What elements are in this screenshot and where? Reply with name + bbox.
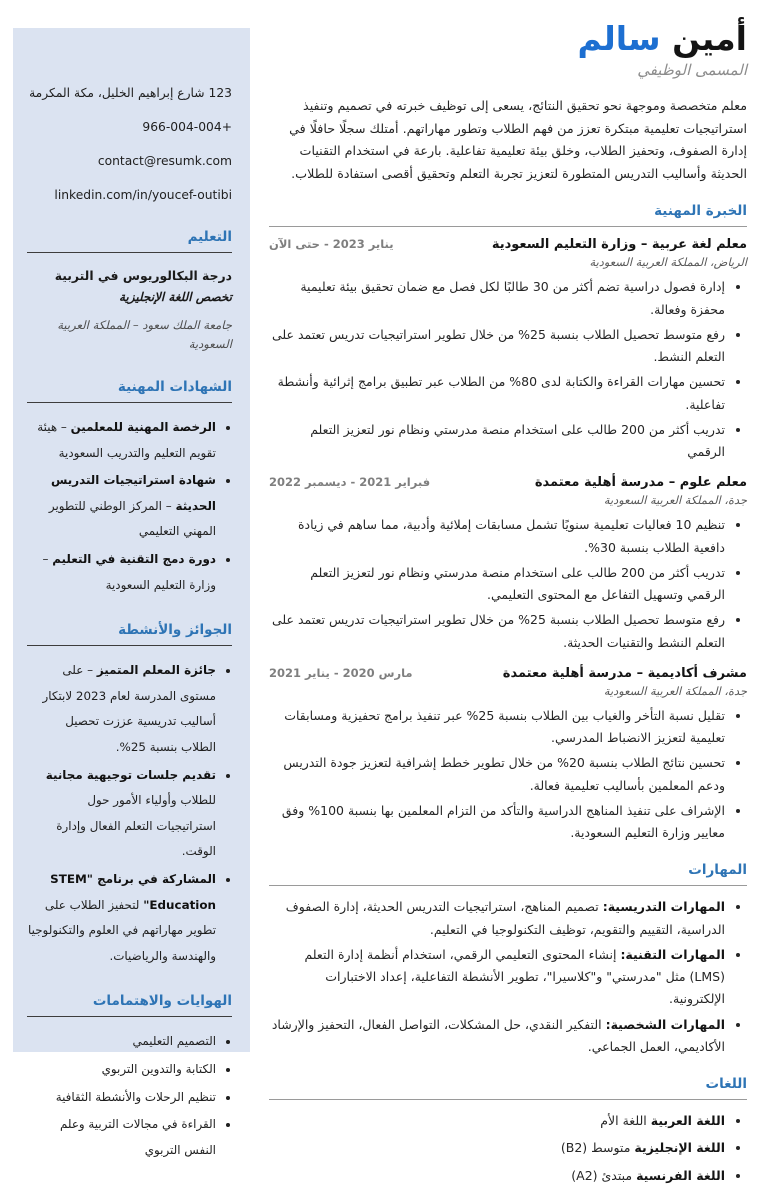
language-name: اللغة الفرنسية xyxy=(636,1167,725,1183)
contact-address: 123 شارع إبراهيم الخليل، مكة المكرمة xyxy=(29,86,232,100)
awards-list xyxy=(27,658,232,969)
skill-text: إنشاء المحتوى التعليمي الرقمي، استخدام أنظمة إدارة التعلم (LMS) مثل "مدرستي" و"كلاسيرا"، تطوير الأنشطة التفاعلية، إعداد الاختبارات الإلكترونية. xyxy=(304,946,725,1007)
certificates-section-title: الشهادات المهنية xyxy=(27,379,232,403)
award-name: جائزة المعلم المتميز xyxy=(96,663,216,678)
award-name: تقديم جلسات توجيهية مجانية xyxy=(45,767,216,782)
contact-linkedin: linkedin.com/in/youcef-outibi xyxy=(54,188,232,203)
certificates-list xyxy=(27,415,232,598)
certificate-item xyxy=(27,468,216,545)
job-header xyxy=(269,237,747,252)
job-location: جدة، المملكة العربية السعودية xyxy=(603,683,747,698)
skill-label: المهارات التدريسية: xyxy=(602,899,725,915)
job-bullets xyxy=(269,705,747,845)
hobby-item: • القراءة في مجالات التربية وعلم النفس التربوي xyxy=(27,1112,216,1163)
section-divider xyxy=(269,226,747,227)
job-bullet: • تحسين نتائج الطلاب بنسبة 20% من خلال تطوير خطط إشرافية لتعزيز جودة التدريس ودعم المعلمين بأساليب تعليمية فعالة. xyxy=(269,752,725,797)
profile-summary: معلم متخصصة وموجهة نحو تحقيق النتائج، يسعى إلى توظيف خبرته في تصميم وتنفيذ استراتيجيات تعليمية مبتكرة تعزز من فهم الطلاب وتطور مهاراتهم. أمتلك سجلًا حافلًا في إدارة الصفوف، وتحفيز الطلاب، وخلق بيئة تعليمية تفاعلية. بارعة في استخدام التقنيات الحديثة وأساليب التدريس المتطورة لتعزيز تجربة التعلم وتحقيق أقصى استفادة للطلاب. xyxy=(289,97,747,181)
contact-phone: +966-004-004 xyxy=(142,120,232,135)
certificate-issuer: – المركز الوطني للتطوير المهني التعليمي xyxy=(48,498,216,539)
job-title: معلم علوم – مدرسة أهلية معتمدة xyxy=(534,475,747,491)
hobby-item: • الكتابة والتدوين التربوي xyxy=(27,1057,216,1083)
award-item xyxy=(27,658,216,760)
job-bullet: • رفع متوسط تحصيل الطلاب بنسبة 25% من خلال تطوير استراتيجيات تدريس تعتمد على التعلم النشط والتقنيات الحديثة. xyxy=(269,609,725,654)
award-item xyxy=(27,763,216,865)
job-date: فبراير 2021 - ديسمبر 2022 xyxy=(269,475,431,490)
job-title: مشرف أكاديمية – مدرسة أهلية معتمدة xyxy=(502,665,747,681)
skills-section-title: المهارات xyxy=(688,862,747,879)
certificate-issuer: – وزارة التعليم السعودية xyxy=(42,552,216,592)
job-entry xyxy=(269,475,747,654)
candidate-first-name: أمين xyxy=(672,19,747,58)
main-content xyxy=(269,20,747,1192)
contact-email: contact@resumk.com xyxy=(97,154,232,169)
language-item xyxy=(269,1165,725,1187)
award-detail: للطلاب وأولياء الأمور حول استراتيجيات التعلم الفعال وإدارة الوقت. xyxy=(56,793,216,859)
certificate-item xyxy=(27,415,216,466)
skill-label: المهارات التقنية: xyxy=(620,946,725,962)
award-item xyxy=(27,867,216,969)
certificate-issuer: – هيئة تقويم التعليم والتدريب السعودية xyxy=(37,420,216,460)
job-bullet: • تدريب أكثر من 200 طالب على استخدام منصة مدرستي ونظام نور لتعزيز التعلم الرقمي xyxy=(269,419,725,464)
job-bullet: • رفع متوسط تحصيل الطلاب بنسبة 25% من خلال تطوير استراتيجيات تدريس تعتمد على التعلم النشط. xyxy=(269,324,725,369)
sidebar xyxy=(13,28,250,1157)
experience-section-title: الخبرة المهنية xyxy=(654,203,747,220)
job-header xyxy=(269,475,747,490)
certificate-name: شهادة استراتيجيات التدريس الحديثة xyxy=(50,473,216,513)
language-level: مبتدئ (A2) xyxy=(571,1167,637,1183)
job-bullet: • الإشراف على تنفيذ المناهج الدراسية والتأكد من التزام المعلمين بها بنسبة 100% وفق معايير وزارة التعليم السعودية. xyxy=(269,800,725,845)
section-divider xyxy=(269,1099,747,1100)
job-date: مارس 2020 - يناير 2021 xyxy=(269,665,413,680)
hobbies-section-title: الهوايات والاهتمامات xyxy=(27,993,232,1017)
language-level: متوسط (B2) xyxy=(560,1140,635,1156)
skill-item xyxy=(269,896,725,941)
education-degree: درجة البكالوريوس في التربية xyxy=(54,268,232,284)
education-major: تخصص اللغة الإنجليزية xyxy=(119,290,232,305)
skills-list xyxy=(269,896,747,1058)
candidate-name xyxy=(269,20,747,58)
skill-item xyxy=(269,944,725,1011)
job-date: يناير 2023 - حتى الآن xyxy=(269,237,394,252)
job-headline: المسمى الوظيفي xyxy=(637,60,747,79)
skill-item xyxy=(269,1014,725,1059)
language-name: اللغة العربية xyxy=(650,1113,725,1129)
language-item xyxy=(269,1110,725,1132)
certificate-name: الرخصة المهنية للمعلمين xyxy=(70,420,216,435)
award-name: المشاركة في برنامج "STEM Education" xyxy=(50,871,216,912)
job-header xyxy=(269,666,747,681)
job-title: معلم لغة عربية – وزارة التعليم السعودية xyxy=(491,237,747,253)
award-detail: – على مستوى المدرسة لعام 2023 لابتكار أساليب تدريسية عززت تحصيل الطلاب بنسبة 25%. xyxy=(42,663,216,754)
education-university: جامعة الملك سعود – المملكة العربية السعودية xyxy=(57,317,232,352)
hobby-item: • تنظيم الرحلات والأنشطة الثقافية xyxy=(27,1085,216,1111)
skill-label: المهارات الشخصية: xyxy=(605,1016,725,1032)
languages-section-title: اللغات xyxy=(705,1076,747,1093)
job-bullet: • تحسين مهارات القراءة والكتابة لدى 80% من الطلاب عبر تطبيق برامج إثرائية وأنشطة تفاعلية. xyxy=(269,371,725,416)
language-name: اللغة الإنجليزية xyxy=(634,1140,725,1156)
job-location: الرياض، المملكة العربية السعودية xyxy=(589,255,747,270)
candidate-last-name: سالم xyxy=(577,19,661,58)
language-item xyxy=(269,1137,725,1159)
job-bullet: • إدارة فصول دراسية تضم أكثر من 30 طالبًا لكل فصل مع ضمان تحقيق بيئة تعليمية محفزة وفعالة. xyxy=(269,276,725,321)
job-location: جدة، المملكة العربية السعودية xyxy=(603,493,747,508)
job-bullet: • تقليل نسبة التأخر والغياب بين الطلاب بنسبة 25% عبر تنفيذ برامج تحفيزية ومسابقات تعليمية لتعزيز الانضباط المدرسي. xyxy=(269,705,725,750)
skill-text: تصميم المناهج، استراتيجيات التدريس الحديثة، إدارة الصفوف الدراسية، التقييم والتقويم، توظيف التكنولوجيا في التعليم. xyxy=(285,899,725,937)
job-entry xyxy=(269,666,747,845)
certificate-name: دورة دمج التقنية في التعليم xyxy=(52,552,216,567)
hobbies-list xyxy=(27,1029,232,1163)
job-entry xyxy=(269,237,747,463)
job-bullet: • تدريب أكثر من 200 طالب على استخدام منصة مدرستي ونظام نور لتعزيز التعلم الرقمي وتسهيل التفاعل مع المحتوى التعليمي. xyxy=(269,562,725,607)
job-bullets xyxy=(269,276,747,463)
job-bullet: • تنظيم 10 فعاليات تعليمية سنويًا تشمل مسابقات إملائية وأدبية، مما ساهم في زيادة دافعية الطلاب بنسبة 30%. xyxy=(269,514,725,559)
education-section-title: التعليم xyxy=(27,229,232,253)
languages-list xyxy=(269,1110,747,1187)
language-level: اللغة الأم xyxy=(600,1113,651,1129)
hobby-item: • التصميم التعليمي xyxy=(27,1029,216,1055)
job-bullets xyxy=(269,514,747,654)
awards-section-title: الجوائز والأنشطة xyxy=(27,622,232,646)
certificate-item xyxy=(27,547,216,598)
award-detail: لتحفيز الطلاب على تطوير مهاراتهم في العلوم والتكنولوجيا والهندسة والرياضيات. xyxy=(28,897,216,963)
skill-text: التفكير النقدي، حل المشكلات، التواصل الفعال، التحفيز والإرشاد الأكاديمي، العمل الجماعي. xyxy=(271,1016,725,1054)
section-divider xyxy=(269,885,747,886)
